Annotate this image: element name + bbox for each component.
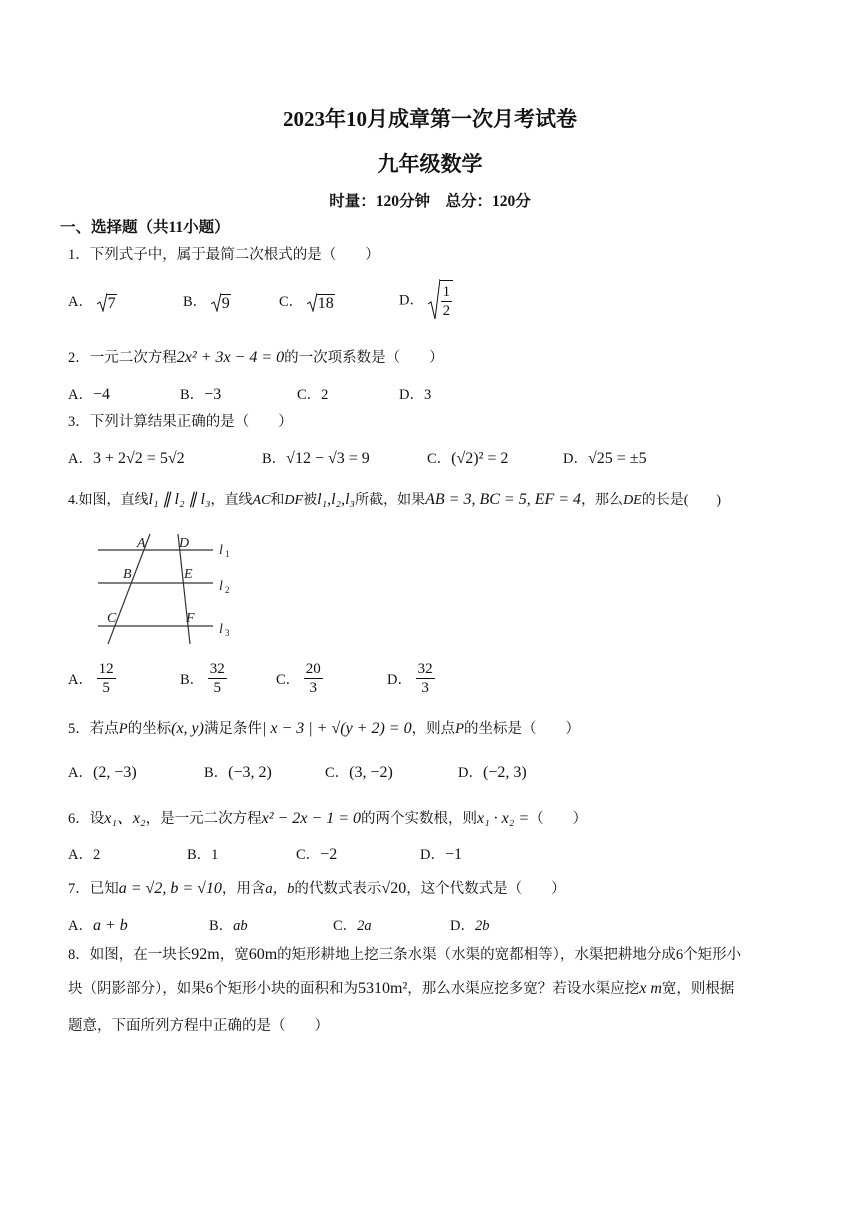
line-label-l1: l bbox=[219, 543, 223, 558]
fraction: $\frac{1}{2}$ bbox=[442, 284, 451, 319]
q4-option-d[interactable]: D． $\frac{32}{3}$ bbox=[387, 661, 433, 696]
q1-option-c[interactable] bbox=[279, 290, 335, 313]
q1-option-a[interactable] bbox=[68, 290, 117, 313]
line-label-l3: l bbox=[219, 622, 223, 637]
point-label-e: E bbox=[184, 567, 193, 582]
option-label: A． bbox=[68, 294, 93, 310]
point-label-b: B bbox=[123, 567, 132, 582]
fraction: $\frac{12}{5}$ bbox=[98, 661, 114, 696]
sqrt-fraction-expression bbox=[428, 278, 454, 320]
q3-option-b[interactable]: B．√12 − √3 = 9 bbox=[262, 450, 370, 467]
equation: x² − 2x − 1 = 0 bbox=[261, 810, 361, 827]
question-8-line-3: 题意，下面所列方程中正确的是（ ） bbox=[68, 1018, 329, 1034]
point-label-d: D bbox=[179, 536, 190, 551]
q5-option-d[interactable]: D．(−2, 3) bbox=[458, 764, 527, 781]
question-4-stem: 4.如图，直线l₁ ∥ l₂ ∥ l₃，直线AC和DF被l₁,l₂,l₃所截，如果AB = 3, BC = 5, EF = 4，那么DE的长是( ) bbox=[68, 491, 722, 508]
question-7-stem: 7．已知a = √2, b = √10，用含a，b的代数式表示√20，这个代数式是（ ） bbox=[68, 880, 566, 897]
q3-option-d[interactable]: D．√25 = ±5 bbox=[563, 450, 647, 467]
q4-option-c[interactable]: C． $\frac{20}{3}$ bbox=[276, 661, 321, 696]
condition-expression: | x − 3 | + √(y + 2) = 0 bbox=[261, 720, 412, 737]
q7-option-b[interactable]: B．ab bbox=[209, 918, 248, 934]
q5-option-a[interactable]: A．(2, −3) bbox=[68, 764, 137, 781]
radical-sign-icon bbox=[211, 292, 221, 312]
q4-option-b[interactable]: B． $\frac{32}{5}$ bbox=[180, 661, 225, 696]
q5-option-c[interactable]: C．(3, −2) bbox=[325, 764, 393, 781]
question-2-stem: 2．一元二次方程2x² + 3x − 4 = 0的一次项系数是（ ） bbox=[68, 349, 444, 366]
q6-option-b[interactable]: B．1 bbox=[187, 847, 219, 863]
exam-subtitle: 九年级数学 bbox=[377, 152, 483, 176]
q1-option-b[interactable] bbox=[183, 290, 231, 313]
q5-option-b[interactable]: B．(−3, 2) bbox=[204, 764, 272, 781]
option-label: D． bbox=[399, 292, 424, 309]
q7-option-c[interactable]: C．2a bbox=[333, 918, 372, 934]
subscript-3: 3 bbox=[225, 628, 230, 638]
line-label-l2: l bbox=[219, 579, 223, 594]
q2-option-a[interactable]: A．−4 bbox=[68, 386, 111, 403]
equation: 2x² + 3x − 4 = 0 bbox=[176, 349, 285, 366]
radical-sign-icon bbox=[97, 292, 107, 312]
q2-option-d[interactable]: D．3 bbox=[399, 387, 432, 403]
fraction: $\frac{32}{5}$ bbox=[209, 661, 225, 696]
q7-option-a[interactable]: A．a + b bbox=[68, 917, 128, 934]
q3-option-c[interactable]: C．(√2)² = 2 bbox=[427, 450, 509, 467]
q2-option-b[interactable]: B．−3 bbox=[180, 386, 222, 403]
time-and-score: 时量：120分钟 总分：120分 bbox=[329, 193, 531, 210]
question-6-stem: 6．设x₁、x₂，是一元二次方程x² − 2x − 1 = 0的两个实数根，则x₁ · x₂ =（ ） bbox=[68, 810, 588, 827]
sqrt-expression: 7 bbox=[97, 292, 117, 313]
sqrt-expression: 18 bbox=[307, 292, 335, 313]
question-8-line-2: 块（阴影部分），如果6个矩形小块的面积和为5310m²，那么水渠应挖多宽？若设水渠应挖x m宽，则根据 bbox=[68, 980, 735, 997]
exam-title: 2023年10月成章第一次月考试卷 bbox=[283, 107, 577, 131]
q6-option-d[interactable]: D．−1 bbox=[420, 846, 463, 863]
option-label: B． bbox=[183, 294, 208, 310]
radical-sign-icon bbox=[307, 292, 317, 312]
question-1-stem: 1．下列式子中，属于最简二次根式的是（ ） bbox=[68, 247, 380, 263]
q2-option-c[interactable]: C．2 bbox=[297, 387, 329, 403]
question-3-stem: 3．下列计算结果正确的是（ ） bbox=[68, 414, 293, 430]
point-label-c: C bbox=[107, 611, 117, 626]
point-label-a: A bbox=[137, 536, 146, 551]
point-label-f: F bbox=[186, 611, 195, 626]
option-label: C． bbox=[279, 294, 304, 310]
question-5-stem: 5．若点P的坐标(x, y)满足条件| x − 3 | + √(y + 2) = 0，则点P的坐标是（ ） bbox=[68, 720, 580, 737]
parallel-lines-figure bbox=[95, 532, 245, 647]
q6-option-c[interactable]: C．−2 bbox=[296, 846, 338, 863]
q7-option-d[interactable]: D．2b bbox=[450, 918, 490, 934]
q4-option-a[interactable]: A． $\frac{12}{5}$ bbox=[68, 661, 114, 696]
subscript-2: 2 bbox=[225, 585, 230, 595]
q6-option-a[interactable]: A．2 bbox=[68, 847, 101, 863]
sqrt-expression: 9 bbox=[211, 292, 231, 313]
subscript-1: 1 bbox=[225, 549, 230, 559]
fraction: $\frac{32}{3}$ bbox=[417, 661, 433, 696]
radical-sign-icon bbox=[428, 278, 440, 320]
fraction: $\frac{20}{3}$ bbox=[305, 661, 321, 696]
question-8-line-1: 8．如图，在一块长92m，宽60m的矩形耕地上挖三条水渠（水渠的宽都相等），水渠把耕地分成6个矩形小 bbox=[68, 946, 742, 963]
section-heading: 一、选择题（共11小题） bbox=[60, 219, 230, 236]
q1-option-d[interactable] bbox=[399, 278, 453, 320]
q3-option-a[interactable]: A．3 + 2√2 = 5√2 bbox=[68, 450, 185, 467]
